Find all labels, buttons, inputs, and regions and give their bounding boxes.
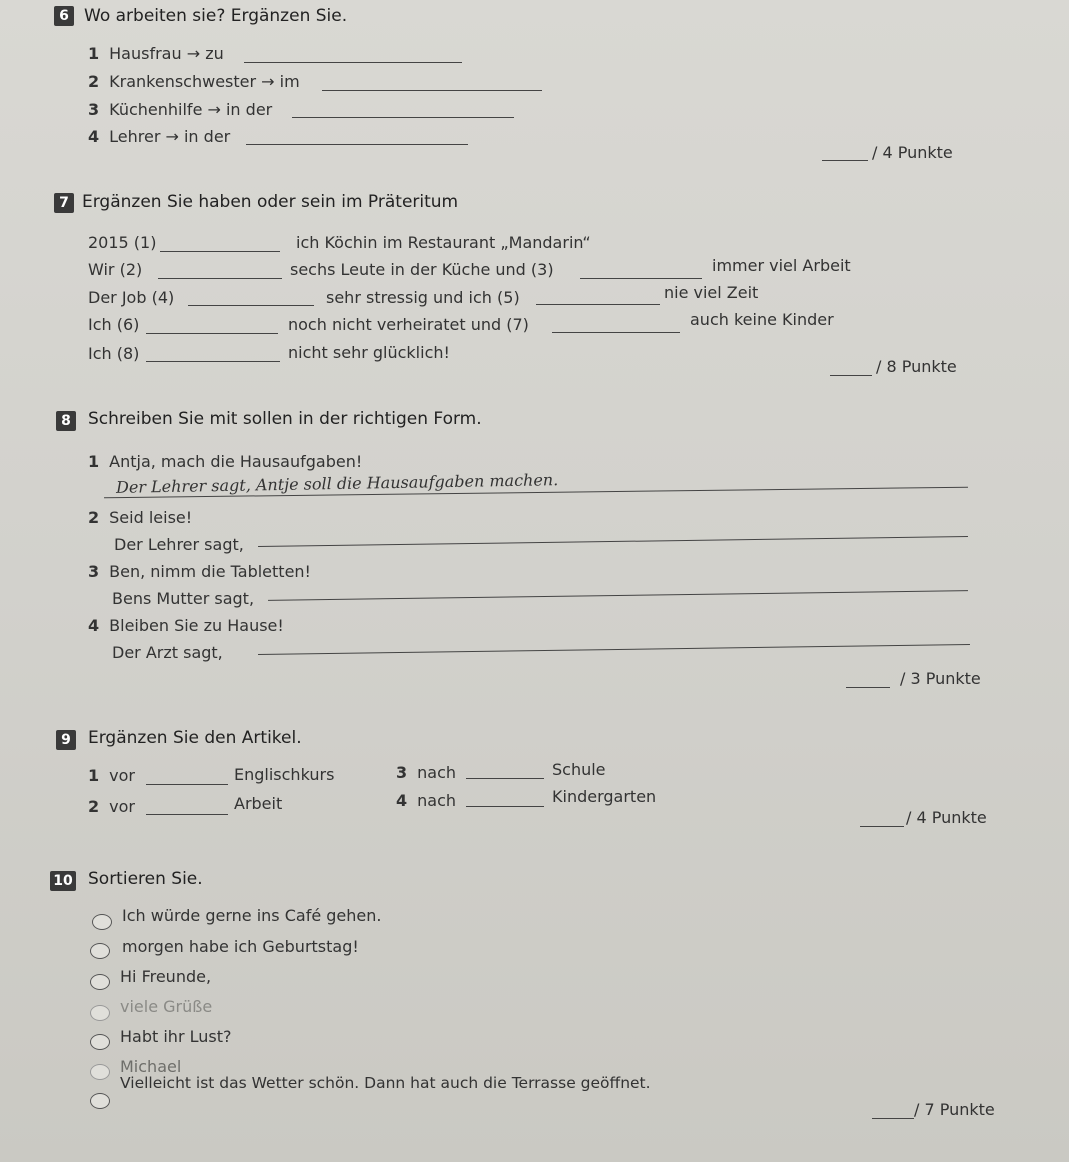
- section-8-title: Schreiben Sie mit sollen in der richtigen Form.: [88, 409, 482, 429]
- s7-blank-6[interactable]: [146, 333, 278, 334]
- s10-item-3: Hi Freunde,: [120, 967, 212, 986]
- section-7-title: [82, 192, 458, 212]
- s7-l1-a: 2015 (1): [88, 233, 157, 252]
- s10-item-6: Michael: [120, 1057, 182, 1076]
- s7-l1-b: ich Köchin im Restaurant „Mandarin“: [296, 233, 591, 252]
- s8-line-4[interactable]: [258, 644, 970, 655]
- s9-blank-2[interactable]: [146, 814, 228, 815]
- s7-l5-b: nicht sehr glücklich!: [288, 343, 450, 362]
- s8-score-blank[interactable]: [846, 687, 890, 688]
- s7-l2-c: immer viel Arbeit: [712, 256, 851, 275]
- s6-item-2: 2 Krankenschwester → im: [88, 72, 300, 91]
- s7-l3-c: nie viel Zeit: [664, 283, 759, 302]
- s7-blank-1[interactable]: [160, 251, 280, 252]
- s9-item-4: 4 nach: [396, 791, 457, 810]
- s10-item-2: morgen habe ich Geburtstag!: [122, 937, 359, 956]
- section-6-number: 6: [54, 6, 74, 26]
- s10-item-1: Ich würde gerne ins Café gehen.: [122, 906, 382, 925]
- s6-blank-3[interactable]: [292, 117, 514, 118]
- section-6-title: Wo arbeiten sie? Ergänzen Sie.: [84, 6, 348, 26]
- s7-l2-b: sechs Leute in der Küche und (3): [290, 260, 554, 279]
- s6-blank-1[interactable]: [244, 62, 462, 63]
- s8-lead-2: Der Lehrer sagt,: [114, 535, 244, 554]
- s10-score-blank[interactable]: [872, 1118, 914, 1119]
- s8-line-2[interactable]: [258, 536, 968, 547]
- s9-points: / 4 Punkte: [906, 808, 987, 827]
- s10-item-4: viele Grüße: [120, 997, 213, 1016]
- section-7-number: 7: [54, 193, 74, 213]
- s7-l4-c: auch keine Kinder: [690, 310, 834, 329]
- s6-item-4: 4 Lehrer → in der: [88, 127, 231, 146]
- s9-item-1: 1 vor: [88, 766, 135, 785]
- section-10-title: Sortieren Sie.: [88, 869, 203, 889]
- s10-circle-5[interactable]: [90, 1034, 110, 1050]
- s10-circle-1[interactable]: [92, 914, 112, 930]
- s10-circle-3[interactable]: [90, 974, 110, 990]
- s9-word-1: Englischkurs: [234, 765, 335, 784]
- s9-blank-1[interactable]: [146, 784, 228, 785]
- s7-blank-3[interactable]: [580, 278, 702, 279]
- s7-blank-7[interactable]: [552, 332, 680, 333]
- s7-points: / 8 Punkte: [876, 357, 957, 376]
- section-10-number: 10: [50, 871, 76, 891]
- s9-item-2: 2 vor: [88, 797, 135, 816]
- s8-item-3: 3 Ben, nimm die Tabletten!: [88, 562, 311, 581]
- s6-score-blank[interactable]: [822, 160, 868, 161]
- s9-word-2: Arbeit: [234, 794, 283, 813]
- s7-blank-2[interactable]: [158, 278, 282, 279]
- s8-lead-3: Bens Mutter sagt,: [112, 589, 255, 608]
- s9-blank-4[interactable]: [466, 806, 544, 807]
- s10-circle-2[interactable]: [90, 943, 110, 959]
- s8-item-2: 2 Seid leise!: [88, 508, 193, 527]
- s6-blank-4[interactable]: [246, 144, 468, 145]
- section-8-number: 8: [56, 411, 76, 431]
- s8-lead-4: Der Arzt sagt,: [112, 643, 223, 662]
- s8-points: / 3 Punkte: [900, 669, 981, 688]
- s6-blank-2[interactable]: [322, 90, 542, 91]
- s7-l2-a: Wir (2): [88, 260, 143, 279]
- s7-title-text: Ergänzen Sie haben oder sein im Präteritum: [82, 192, 459, 212]
- s10-item-7: Vielleicht ist das Wetter schön. Dann hat auch die Terrasse geöffnet.: [120, 1074, 651, 1092]
- s7-l3-a: Der Job (4): [88, 288, 175, 307]
- s8-line-3[interactable]: [268, 590, 968, 601]
- s9-word-4: Kindergarten: [552, 787, 657, 806]
- s7-blank-8[interactable]: [146, 361, 280, 362]
- section-9-number: 9: [56, 730, 76, 750]
- s8-answer-1: Der Lehrer sagt, Antje soll die Hausaufgaben machen.: [115, 470, 559, 497]
- s6-item-3: 3 Küchenhilfe → in der: [88, 100, 273, 119]
- s7-l5-a: Ich (8): [88, 344, 140, 363]
- s7-l3-b: sehr stressig und ich (5): [326, 288, 520, 307]
- s9-item-3: 3 nach: [396, 763, 457, 782]
- s10-circle-7[interactable]: [90, 1093, 110, 1109]
- s7-score-blank[interactable]: [830, 375, 872, 376]
- s10-circle-4[interactable]: [90, 1005, 110, 1021]
- s8-item-4: 4 Bleiben Sie zu Hause!: [88, 616, 284, 635]
- s6-item-1: 1 Hausfrau → zu: [88, 44, 224, 63]
- section-9-title: Ergänzen Sie den Artikel.: [88, 728, 302, 748]
- s7-l4-b: noch nicht verheiratet und (7): [288, 315, 529, 334]
- s10-item-5: Habt ihr Lust?: [120, 1027, 232, 1046]
- s7-l4-a: Ich (6): [88, 315, 140, 334]
- s6-points: / 4 Punkte: [872, 143, 953, 162]
- s9-score-blank[interactable]: [860, 826, 904, 827]
- s10-circle-6[interactable]: [90, 1064, 110, 1080]
- s10-points: / 7 Punkte: [914, 1100, 995, 1119]
- s9-word-3: Schule: [552, 760, 606, 779]
- s8-item-1: 1 Antja, mach die Hausaufgaben!: [88, 452, 363, 471]
- s7-blank-5[interactable]: [536, 304, 660, 305]
- s7-blank-4[interactable]: [188, 305, 314, 306]
- s9-blank-3[interactable]: [466, 778, 544, 779]
